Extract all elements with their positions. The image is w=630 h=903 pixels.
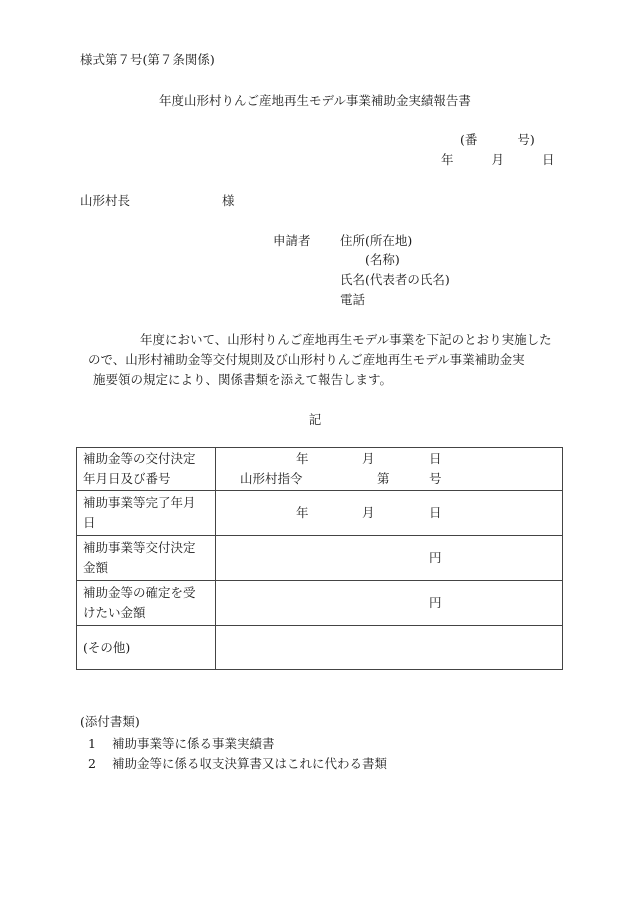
confirmed-amount-label <box>77 581 216 626</box>
applicant-phone: 電話 <box>340 292 366 307</box>
completion-year: 年 <box>296 505 309 520</box>
decision-label-line1: 補助金等の交付決定 <box>83 451 196 466</box>
applicant-name: (名称) <box>365 252 400 267</box>
decision-day: 日 <box>429 451 442 466</box>
decided-amount-label <box>77 536 216 581</box>
other-value <box>216 626 563 670</box>
completion-label-line2: 日 <box>83 515 96 530</box>
body-line-1: 年度において、山形村りんご産地再生モデル事業を下記のとおり実施した <box>140 332 552 347</box>
reference-number <box>460 130 535 148</box>
applicant-address: 住所(所在地) <box>340 233 413 248</box>
decision-value <box>216 448 563 491</box>
addressee-honorific: 様 <box>222 193 235 208</box>
attachment-number: 2 <box>88 756 96 771</box>
body-line-3: 施要領の規定により、関係書類を添えて報告します。 <box>93 372 393 387</box>
table-row <box>77 536 563 581</box>
decided-amount-unit: 円 <box>429 550 442 565</box>
ki-heading: 記 <box>308 412 322 427</box>
confirmed-amount-label-line1: 補助金等の確定を受 <box>83 585 196 600</box>
table-row <box>77 581 563 626</box>
report-table <box>76 447 563 670</box>
report-body <box>88 330 558 390</box>
decision-year: 年 <box>296 451 309 466</box>
attachment-text: 補助金等に係る収支決算書又はこれに代わる書類 <box>112 756 388 771</box>
table-row <box>77 491 563 536</box>
completion-value <box>216 491 563 536</box>
form-id: 様式第７号(第７条関係) <box>80 52 215 67</box>
document-title: 年度山形村りんご産地再生モデル事業補助金実績報告書 <box>159 93 471 108</box>
attachment-number: 1 <box>88 736 96 751</box>
reference-ban: (番 <box>460 132 478 147</box>
addressee-name: 山形村長 <box>80 193 131 208</box>
date-year: 年 <box>441 152 454 167</box>
reference-gou: 号) <box>517 132 535 147</box>
confirmed-amount-label-line2: けたい金額 <box>83 605 146 620</box>
decided-amount-label-line2: 金額 <box>83 560 109 575</box>
decided-amount-value <box>216 536 563 581</box>
attachment-item <box>88 734 275 752</box>
date-day: 日 <box>542 152 555 167</box>
decision-label-line2: 年月日及び番号 <box>83 471 171 486</box>
completion-label <box>77 491 216 536</box>
applicant-label: 申請者 <box>273 233 311 248</box>
date-month: 月 <box>491 152 505 167</box>
decision-gou: 号 <box>429 471 442 486</box>
table-row <box>77 448 563 491</box>
attachments-title: (添付書類) <box>80 714 140 729</box>
attachment-item <box>88 754 387 772</box>
decision-label <box>77 448 216 491</box>
attachment-text: 補助事業等に係る事業実績書 <box>112 736 275 751</box>
report-date <box>441 150 555 168</box>
decided-amount-label-line1: 補助事業等交付決定 <box>83 540 196 555</box>
completion-label-line1: 補助事業等完了年月 <box>83 495 196 510</box>
decision-dai: 第 <box>377 471 390 486</box>
applicant-representative: 氏名(代表者の氏名) <box>340 272 450 287</box>
decision-directive: 山形村指令 <box>240 471 303 486</box>
body-line-2: ので、山形村補助金等交付規則及び山形村りんご産地再生モデル事業補助金実 <box>88 352 525 367</box>
decision-month: 月 <box>362 451 375 466</box>
completion-month: 月 <box>362 505 375 520</box>
completion-day: 日 <box>429 505 442 520</box>
confirmed-amount-value <box>216 581 563 626</box>
other-label: (その他) <box>77 626 216 670</box>
confirmed-amount-unit: 円 <box>429 595 442 610</box>
table-row <box>77 626 563 670</box>
